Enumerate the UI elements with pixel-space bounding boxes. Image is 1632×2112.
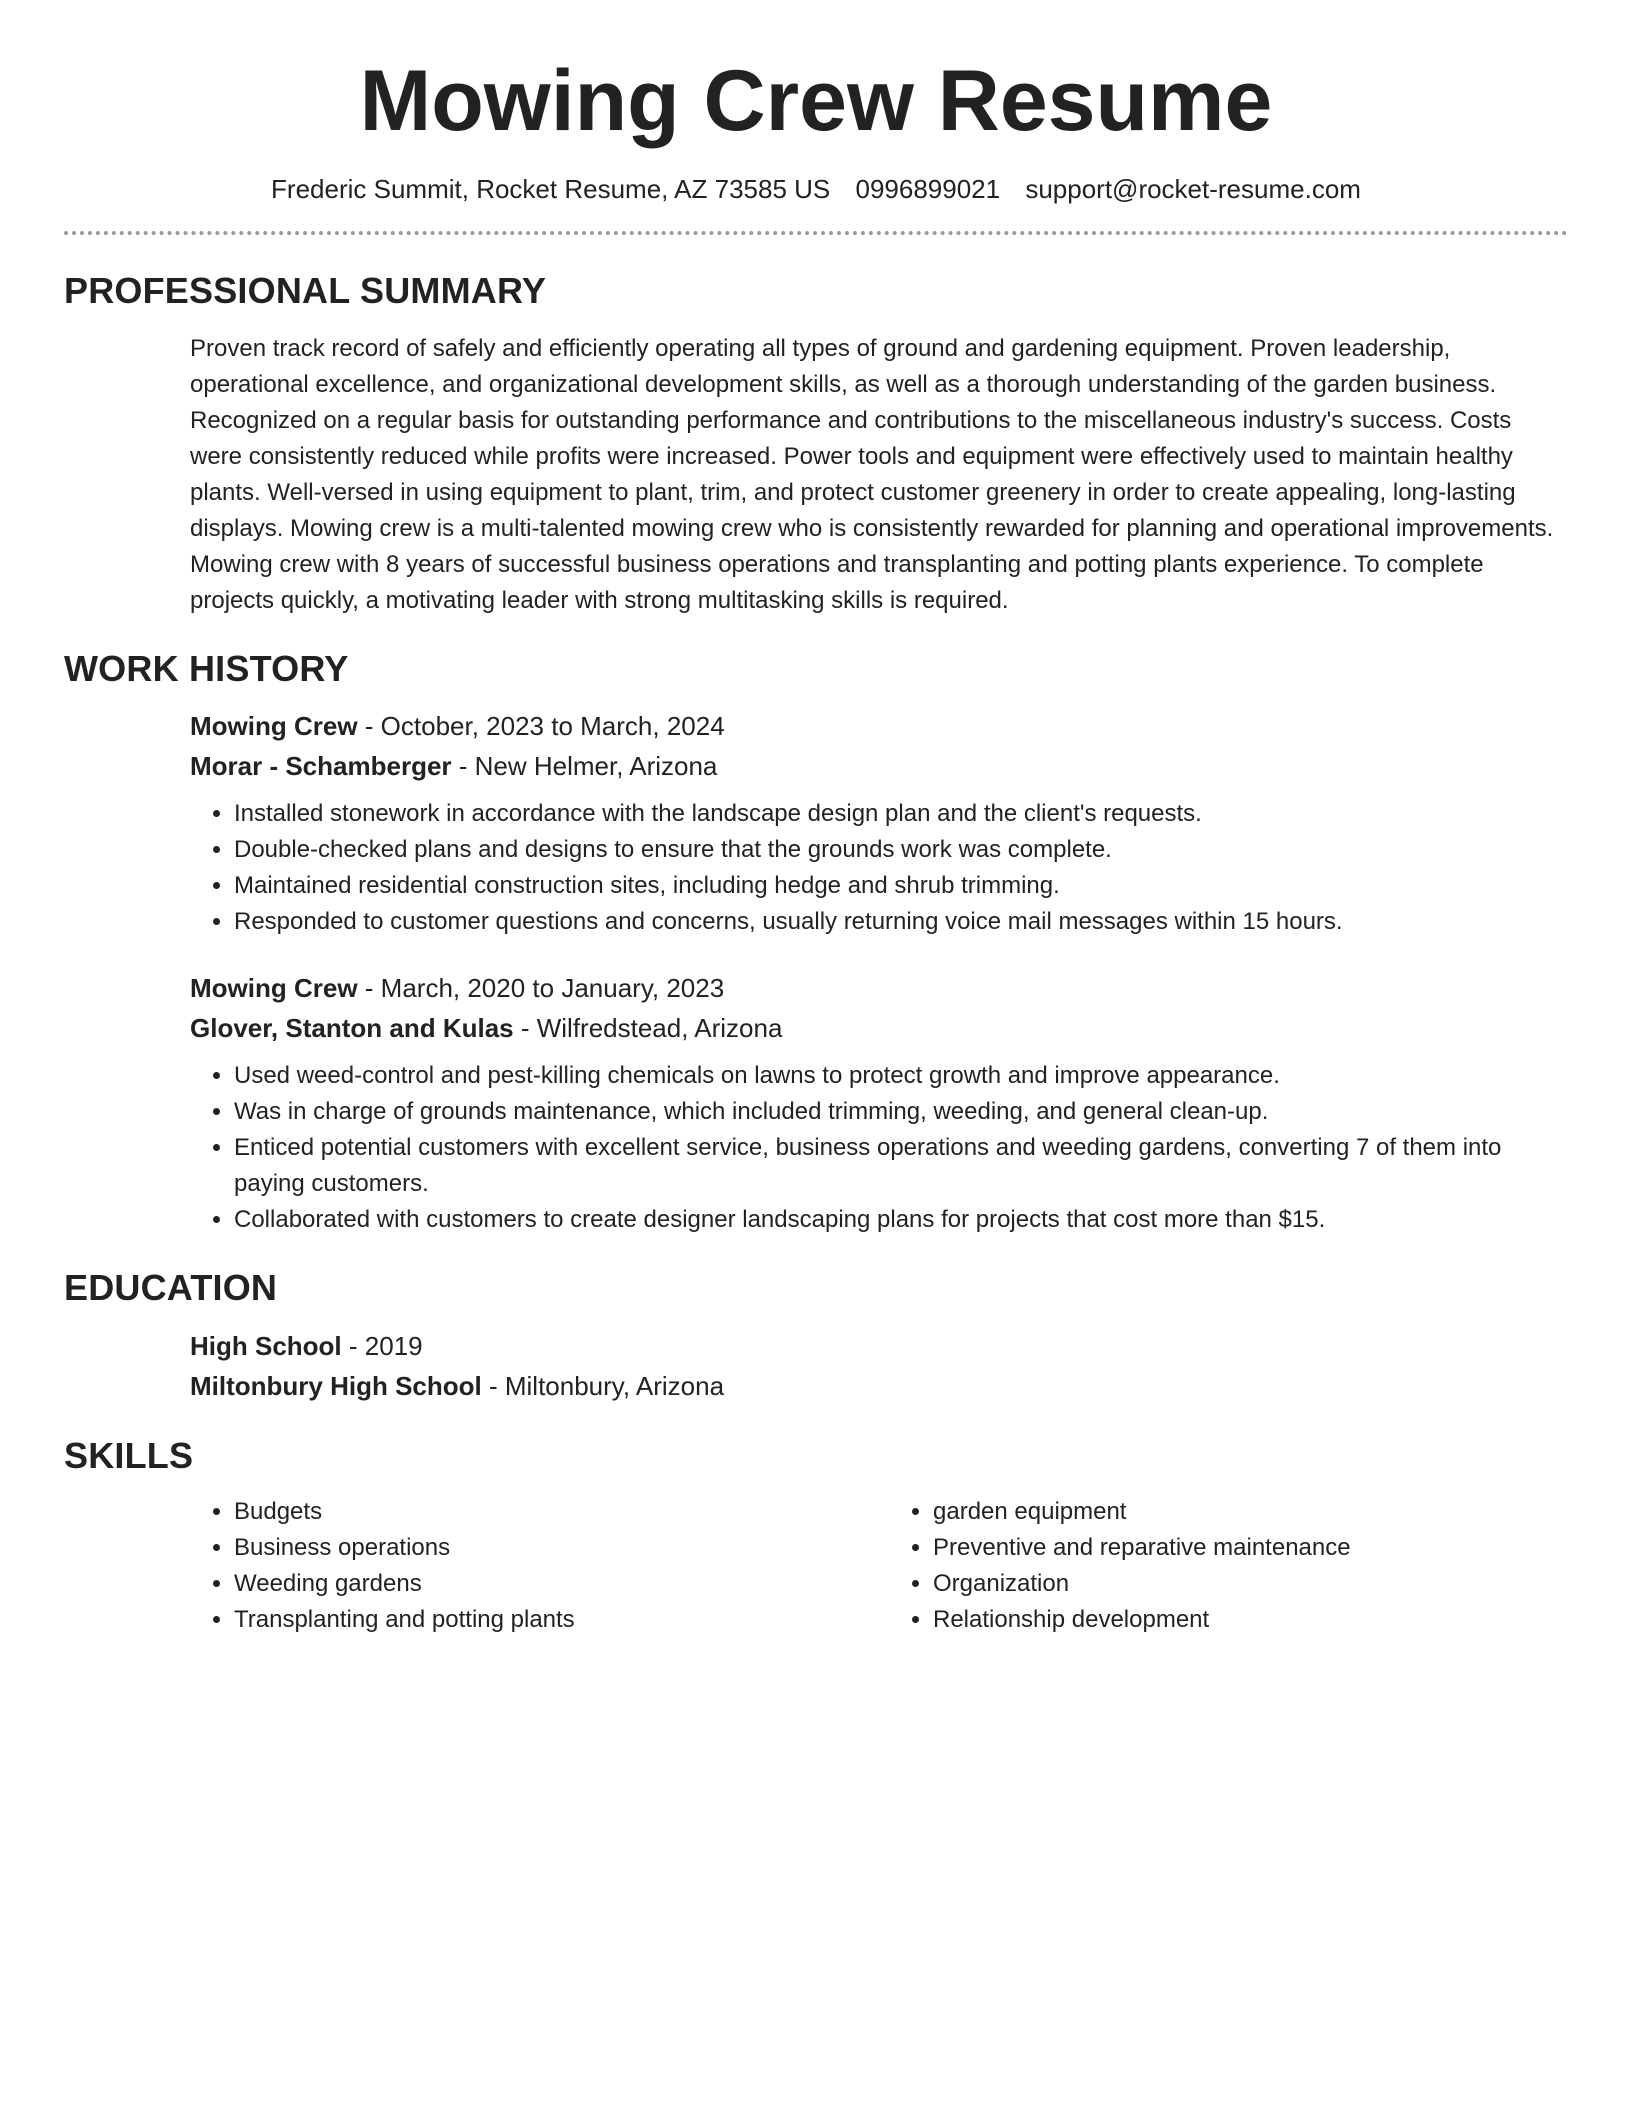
job-duty-item: • Used weed-control and pest-killing chemicals on lawns to protect growth and improve appearance. — [234, 1058, 1568, 1094]
skills-section — [64, 1436, 1568, 1638]
skill-item: • Budgets — [234, 1494, 869, 1530]
job-duties-list — [190, 1058, 1568, 1238]
skills-list-left — [190, 1494, 869, 1638]
work-history-section — [64, 649, 1568, 1239]
summary-heading: PROFESSIONAL SUMMARY — [64, 270, 547, 312]
job-role: Mowing Crew — [190, 711, 358, 742]
job-company: Morar - Schamberger — [190, 751, 452, 782]
skill-item: • garden equipment — [933, 1494, 1568, 1530]
job-duty-item: • Collaborated with customers to create designer landscaping plans for projects that cost more than $15. — [234, 1202, 1568, 1238]
job-role: Mowing Crew — [190, 973, 358, 1004]
summary-section — [64, 271, 1568, 619]
skill-item: • Preventive and reparative maintenance — [933, 1530, 1568, 1566]
job-dates: - October, 2023 to March, 2024 — [357, 711, 725, 742]
education-school: Miltonbury High School — [190, 1370, 482, 1401]
job-company-line — [190, 746, 1568, 786]
skills-list-right — [889, 1494, 1568, 1638]
job-company-line — [190, 1008, 1568, 1048]
skill-item: • Transplanting and potting plants — [234, 1602, 869, 1638]
job-entry — [190, 968, 1568, 1238]
skill-item: • Organization — [933, 1566, 1568, 1602]
skill-item: • Business operations — [234, 1530, 869, 1566]
education-heading: EDUCATION — [64, 1267, 278, 1309]
contact-phone: 0996899021 — [855, 174, 1001, 204]
education-year: - 2019 — [341, 1330, 423, 1361]
job-location: - New Helmer, Arizona — [451, 751, 718, 782]
education-school-line — [190, 1366, 1568, 1406]
job-duty-item: • Was in charge of grounds maintenance, which included trimming, weeding, and general clean-up. — [234, 1094, 1568, 1130]
skill-item: • Relationship development — [933, 1602, 1568, 1638]
job-duties-list — [190, 796, 1568, 940]
education-body — [190, 1326, 1568, 1406]
education-location: - Miltonbury, Arizona — [481, 1370, 725, 1401]
skills-heading: SKILLS — [64, 1434, 194, 1476]
job-duty-item: • Enticed potential customers with excellent service, business operations and weeding gardens, converting 7 of them into paying customers. — [234, 1130, 1568, 1202]
job-duty-item: • Maintained residential construction sites, including hedge and shrub trimming. — [234, 868, 1568, 904]
contact-address: Frederic Summit, Rocket Resume, AZ 73585 US — [271, 174, 831, 204]
summary-text: Proven track record of safely and efficiently operating all types of ground and gardening equipment. Proven leadership, operational excellence, and organizational development skills, as well as a thorough understanding of the garden business. Recognized on a regular basis for outstanding performance and contributions to the miscellaneous industry's success. Costs were consistently reduced while profits were increased. Power tools and equipment were effectively used to maintain healthy plants. Well-versed in using equipment to plant, trim, and protect customer greenery in order to create appealing, long-lasting displays. Mowing crew is a multi-talented mowing crew who is consistently rewarded for planning and operational improvements. Mowing crew with 8 years of successful business operations and transplanting and potting plants experience. To complete projects quickly, a motivating leader with strong multitasking skills is required. — [190, 334, 1554, 614]
job-entry — [190, 706, 1568, 940]
work-history-heading: WORK HISTORY — [64, 647, 349, 689]
resume-title: Mowing Crew Resume — [359, 53, 1273, 149]
job-company: Glover, Stanton and Kulas — [190, 1013, 514, 1044]
job-dates: - March, 2020 to January, 2023 — [357, 973, 725, 1004]
contact-email: support@rocket-resume.com — [1025, 174, 1361, 204]
job-duty-item: • Double-checked plans and designs to ensure that the grounds work was complete. — [234, 832, 1568, 868]
job-title-line — [190, 706, 1568, 746]
header-divider — [64, 231, 1568, 235]
summary-body — [190, 331, 1568, 619]
job-duty-item: • Installed stonework in accordance with the landscape design plan and the client's requests. — [234, 796, 1568, 832]
skills-body — [190, 1494, 1568, 1638]
education-degree: High School — [190, 1330, 342, 1361]
education-degree-line — [190, 1326, 1568, 1366]
work-history-body — [190, 706, 1568, 1238]
job-duty-item: • Responded to customer questions and concerns, usually returning voice mail messages within 15 hours. — [234, 904, 1568, 940]
skill-item: • Weeding gardens — [234, 1566, 869, 1602]
job-location: - Wilfredstead, Arizona — [513, 1013, 783, 1044]
job-title-line — [190, 968, 1568, 1008]
education-section — [64, 1268, 1568, 1406]
contact-line — [64, 174, 1568, 205]
